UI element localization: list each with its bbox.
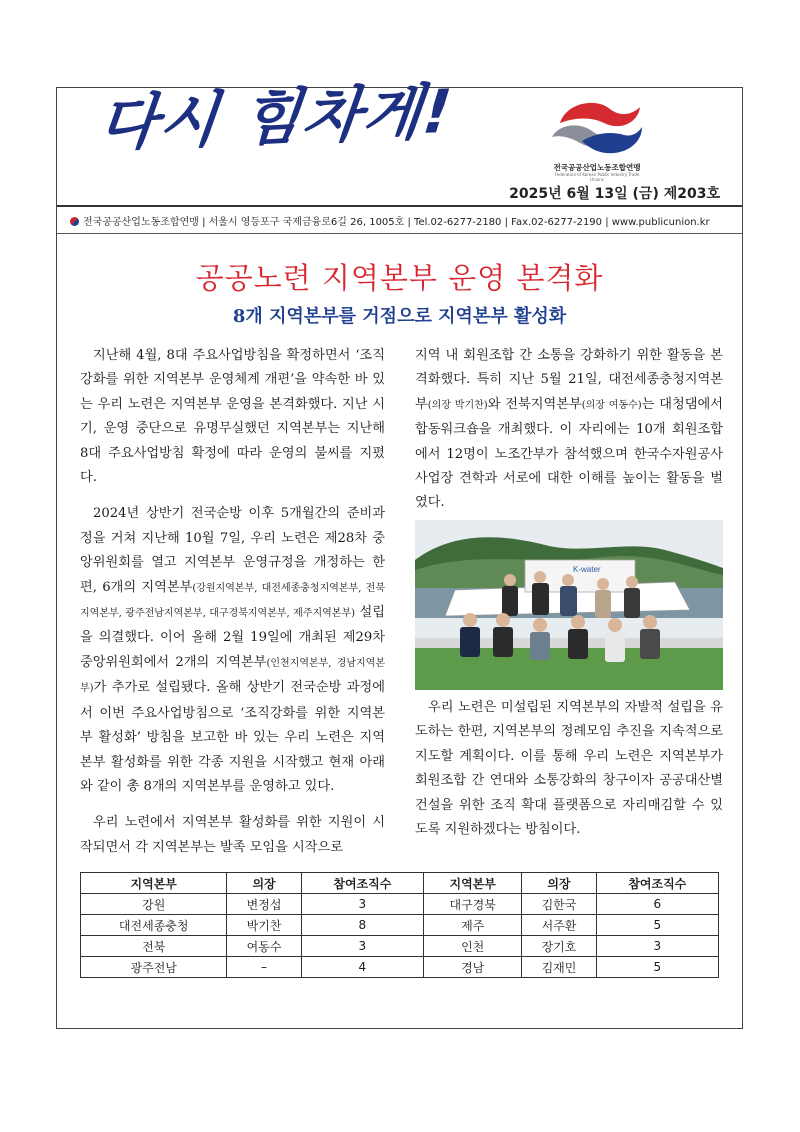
masthead-title: 다시 힘차게! bbox=[95, 76, 457, 160]
table-cell: 인천 bbox=[424, 936, 522, 957]
logo-red-wave bbox=[560, 103, 640, 126]
table-cell: 강원 bbox=[81, 894, 227, 915]
article-headline: 공공노련 지역본부 운영 본격화 bbox=[195, 261, 604, 295]
contact-text: 전국공공산업노동조합연맹 | 서울시 영등포구 국제금융로6길 26, 1005호 | Tel.02-6277-2180 | Fax.02-6277-2190 | www.publicunion.kr bbox=[83, 217, 710, 228]
table-cell: 김재민 bbox=[522, 957, 596, 978]
logo-caption: 전국공공산업노동조합연맹 bbox=[553, 163, 641, 172]
union-small-logo-icon bbox=[70, 217, 79, 226]
paragraph-3: 우리 노련에서 지역본부 활성화를 위한 지원이 시작되면서 각 지역본부는 발족 모임을 시작으로 bbox=[80, 815, 385, 855]
table-cell: 3 bbox=[301, 936, 423, 957]
photo-boat-sign: K-water bbox=[573, 565, 601, 574]
table-header-cell: 지역본부 bbox=[424, 873, 522, 894]
union-logo-icon bbox=[548, 97, 646, 159]
article-column-right-top bbox=[415, 344, 723, 528]
masthead-divider bbox=[57, 205, 742, 207]
table-cell: 장기호 bbox=[522, 936, 596, 957]
table-cell: 8 bbox=[301, 915, 423, 936]
table-cell: 경남 bbox=[424, 957, 522, 978]
table-cell: 제주 bbox=[424, 915, 522, 936]
table-header-row bbox=[81, 873, 719, 894]
paragraph-1: 지난해 4월, 8대 주요사업방침을 확정하면서 ‘조직강화를 위한 지역본부 운영체계 개편’을 약속한 바 있는 우리 노련은 지역본부 운영을 본격화했다. 지난 시기, 운영 중단으로 유명무실했던 지역본부는 지난해 8대 주요사업방침 확정에 따라 운영의 불씨를 지폈다. bbox=[80, 348, 385, 486]
table-cell: 김한국 bbox=[522, 894, 596, 915]
table-cell: 전북 bbox=[81, 936, 227, 957]
table-cell: 여동수 bbox=[227, 936, 301, 957]
table-cell: 광주전남 bbox=[81, 957, 227, 978]
regional-headquarters-table bbox=[80, 872, 719, 978]
table-cell: 5 bbox=[596, 915, 718, 936]
table-cell: 3 bbox=[301, 894, 423, 915]
table-header-cell: 의장 bbox=[522, 873, 596, 894]
contact-line bbox=[70, 213, 740, 228]
table-row bbox=[81, 936, 719, 957]
table-cell: 대전세종충청 bbox=[81, 915, 227, 936]
table-header-cell: 의장 bbox=[227, 873, 301, 894]
table-cell: – bbox=[227, 957, 301, 978]
group-photo bbox=[415, 520, 723, 690]
table-cell: 박기찬 bbox=[227, 915, 301, 936]
table-header-cell: 참여조직수 bbox=[301, 873, 423, 894]
table-cell: 변정섭 bbox=[227, 894, 301, 915]
table-cell: 5 bbox=[596, 957, 718, 978]
table-row bbox=[81, 915, 719, 936]
article-column-right-bottom bbox=[415, 696, 723, 854]
paragraph-2: 2024년 상반기 전국순방 이후 5개월간의 준비과정을 거쳐 지난해 10월 7일, 우리 노련은 제28차 중앙위원회를 열고 지역본부 운영규정을 개정하는 한편, 6개의 지역본부(강원지역본부, 대전세종충청지역본부, 전북지역본부, 광주전남지역본부, 대구경북지역본부, 제주지역본부) 설립을 의결했다. 이어 올해 2월 19일에 개최된 제29차 중앙위원회에서 2개의 지역본부(인천지역본부, 경남지역본부)가 추가로 설립됐다. 올해 상반기 전국순방 과정에서 이번 주요사업방침으로 ‘조직강화를 위한 지역본부 활성화’ 방침을 보고한 바 있는 우리 노련은 지역본부 활성화를 위한 각종 지원을 시작했고 현재 아래와 같이 총 8개의 지역본부를 운영하고 있다. bbox=[80, 506, 386, 794]
table-cell: 6 bbox=[596, 894, 718, 915]
table-header-cell: 참여조직수 bbox=[596, 873, 718, 894]
article-subheadline: 8개 지역본부를 거점으로 지역본부 활성화 bbox=[232, 306, 567, 327]
table-cell: 서주환 bbox=[522, 915, 596, 936]
contact-divider bbox=[57, 233, 742, 234]
article-column-left bbox=[80, 344, 385, 872]
table-cell: 3 bbox=[596, 936, 718, 957]
logo-subcaption: Federation of Korean Public Industry Trade Unions bbox=[554, 172, 640, 182]
table-cell: 대구경북 bbox=[424, 894, 522, 915]
paragraph-5: 우리 노련은 미설립된 지역본부의 자발적 설립을 유도하는 한편, 지역본부의 정례모임 추진을 지속적으로 지도할 계획이다. 이를 통해 우리 노련은 지역본부가 회원조합 간 연대와 소통강화의 창구이자 공공대산별 건설을 위한 조직 확대 플랫폼으로 자리매김할 수 있도록 지원하겠다는 방침이다. bbox=[415, 700, 723, 838]
issue-date: 2025년 6월 13일 (금) 제203호 bbox=[509, 186, 720, 202]
table-row bbox=[81, 957, 719, 978]
table-cell: 4 bbox=[301, 957, 423, 978]
table-row bbox=[81, 894, 719, 915]
table-header-cell: 지역본부 bbox=[81, 873, 227, 894]
paragraph-4: 지역 내 회원조합 간 소통을 강화하기 위한 활동을 본격화했다. 특히 지난 5월 21일, 대전세종충청지역본부(의장 박기찬)와 전북지역본부(의장 여동수)는 대청댐에서 합동워크숍을 개최했다. 이 자리에는 10개 회원조합에서 12명이 노조간부가 참석했으며 한국수자원공사 사업장 견학과 서로에 대한 이해를 높이는 활동을 벌였다. bbox=[415, 348, 723, 511]
